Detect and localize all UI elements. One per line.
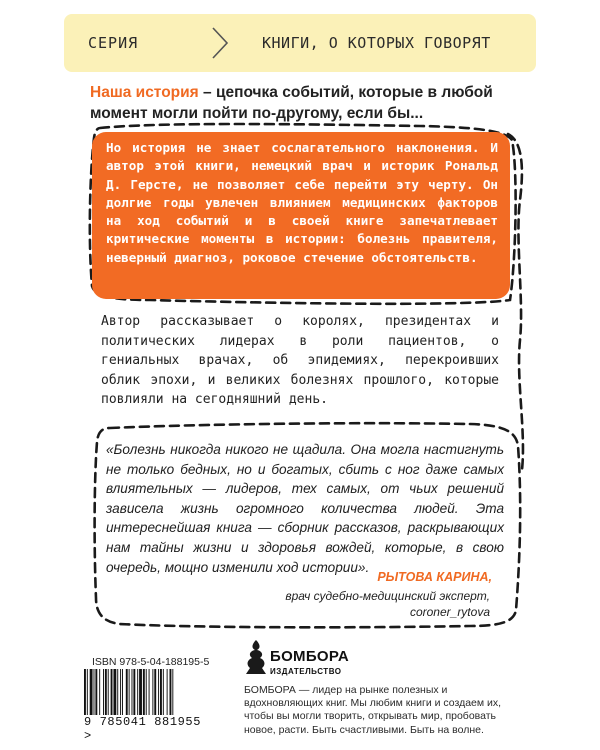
series-name: КНИГИ, О КОТОРЫХ ГОВОРЯТ (262, 34, 491, 52)
barcode-bar (154, 669, 156, 715)
publisher-logo-icon (244, 638, 268, 676)
barcode-bar (143, 669, 145, 715)
quote-author: РЫТОВА КАРИНА, (377, 570, 492, 584)
barcode-bar (99, 669, 100, 715)
barcode-bar (137, 669, 138, 715)
publisher-sub: ИЗДАТЕЛЬСТВО (270, 667, 342, 676)
barcode-bar (152, 669, 153, 715)
barcode-bar (132, 669, 133, 715)
barcode-bar (120, 669, 121, 715)
barcode-bar (103, 669, 104, 715)
barcode-bar (170, 669, 172, 715)
quote-handle: coroner_rytova (409, 605, 490, 619)
barcode-bar (122, 669, 123, 715)
quote-role: врач судебно-медицинский эксперт, (285, 589, 490, 603)
barcode-bar (84, 669, 86, 715)
barcode-image (84, 669, 212, 715)
barcode-bar (146, 669, 147, 715)
series-label: СЕРИЯ (88, 34, 139, 52)
publisher-name: БОМБОРА (270, 648, 350, 665)
barcode-bar (160, 669, 162, 715)
lead-accent: Наша история (90, 84, 199, 101)
publisher-description: БОМБОРА — лидер на рынке полезных и вдохновляющих книг. Мы любим книги и создаем их, чтобы вы могли творить, открывать мир, пробовать новое, расти. Быть счастливыми. Быть на волне. (244, 684, 502, 736)
barcode-bar (126, 669, 128, 715)
barcode-bar (87, 669, 88, 715)
quote-text: «Болезнь никогда никого не щадила. Она могла настигнуть не только бедных, но и богатых, сбить с ног даже самых влиятельных — лидеров, тех самых, от чьих решений зависела жизнь огромного количества людей. Эта интереснейшая книга — сборник рассказов, раскрывающих нам тайны жизни и здоровья вождей, которые, в свою очередь, мощно изменили ход истории». (106, 442, 504, 575)
barcode-digits: 9 785041 881955 > (84, 715, 202, 743)
barcode-bar (90, 669, 93, 715)
barcode-bar (94, 669, 95, 715)
highlight-text: Но история не знает сослагательного наклонения. И автор этой книги, немецкий врач и историк Рональд Д. Герсте, не позволяет себе перейти эту черту. Он долгие годы увлечен влиянием медицинских факторов на ход событий и в своей книге запечатлевает критические моменты в истории: болезнь правителя, неверный диагноз, роковое стечение обстоятельств. (106, 140, 498, 265)
body-paragraph: Автор рассказывает о королях, президентах и политических лидерах в роли пациентов, о гениальных врачах, об эпидемиях, перекроивших облик эпохи, и великих болезнях прошлого, которые повлияли на сегодняшний день. (101, 314, 499, 407)
barcode-bar (95, 669, 97, 715)
barcode-bar (113, 669, 116, 715)
isbn-text: ISBN 978-5-04-188195-5 (92, 656, 210, 668)
barcode-bar (163, 669, 164, 715)
barcode-bar (111, 669, 113, 715)
quote-role-block (285, 588, 490, 620)
lead-rest: – цепочка событий, которые в любой момент могли пойти по-другому, если бы... (90, 84, 493, 122)
barcode-bar (133, 669, 135, 715)
barcode-bar (149, 669, 150, 715)
barcode-bar (167, 669, 168, 715)
barcode-bar (158, 669, 159, 715)
barcode-bar (172, 669, 173, 715)
barcode-bar (129, 669, 130, 715)
barcode-bar (105, 669, 107, 715)
barcode-bar (108, 669, 109, 715)
barcode-bar (139, 669, 142, 715)
barcode-bar (117, 669, 118, 715)
